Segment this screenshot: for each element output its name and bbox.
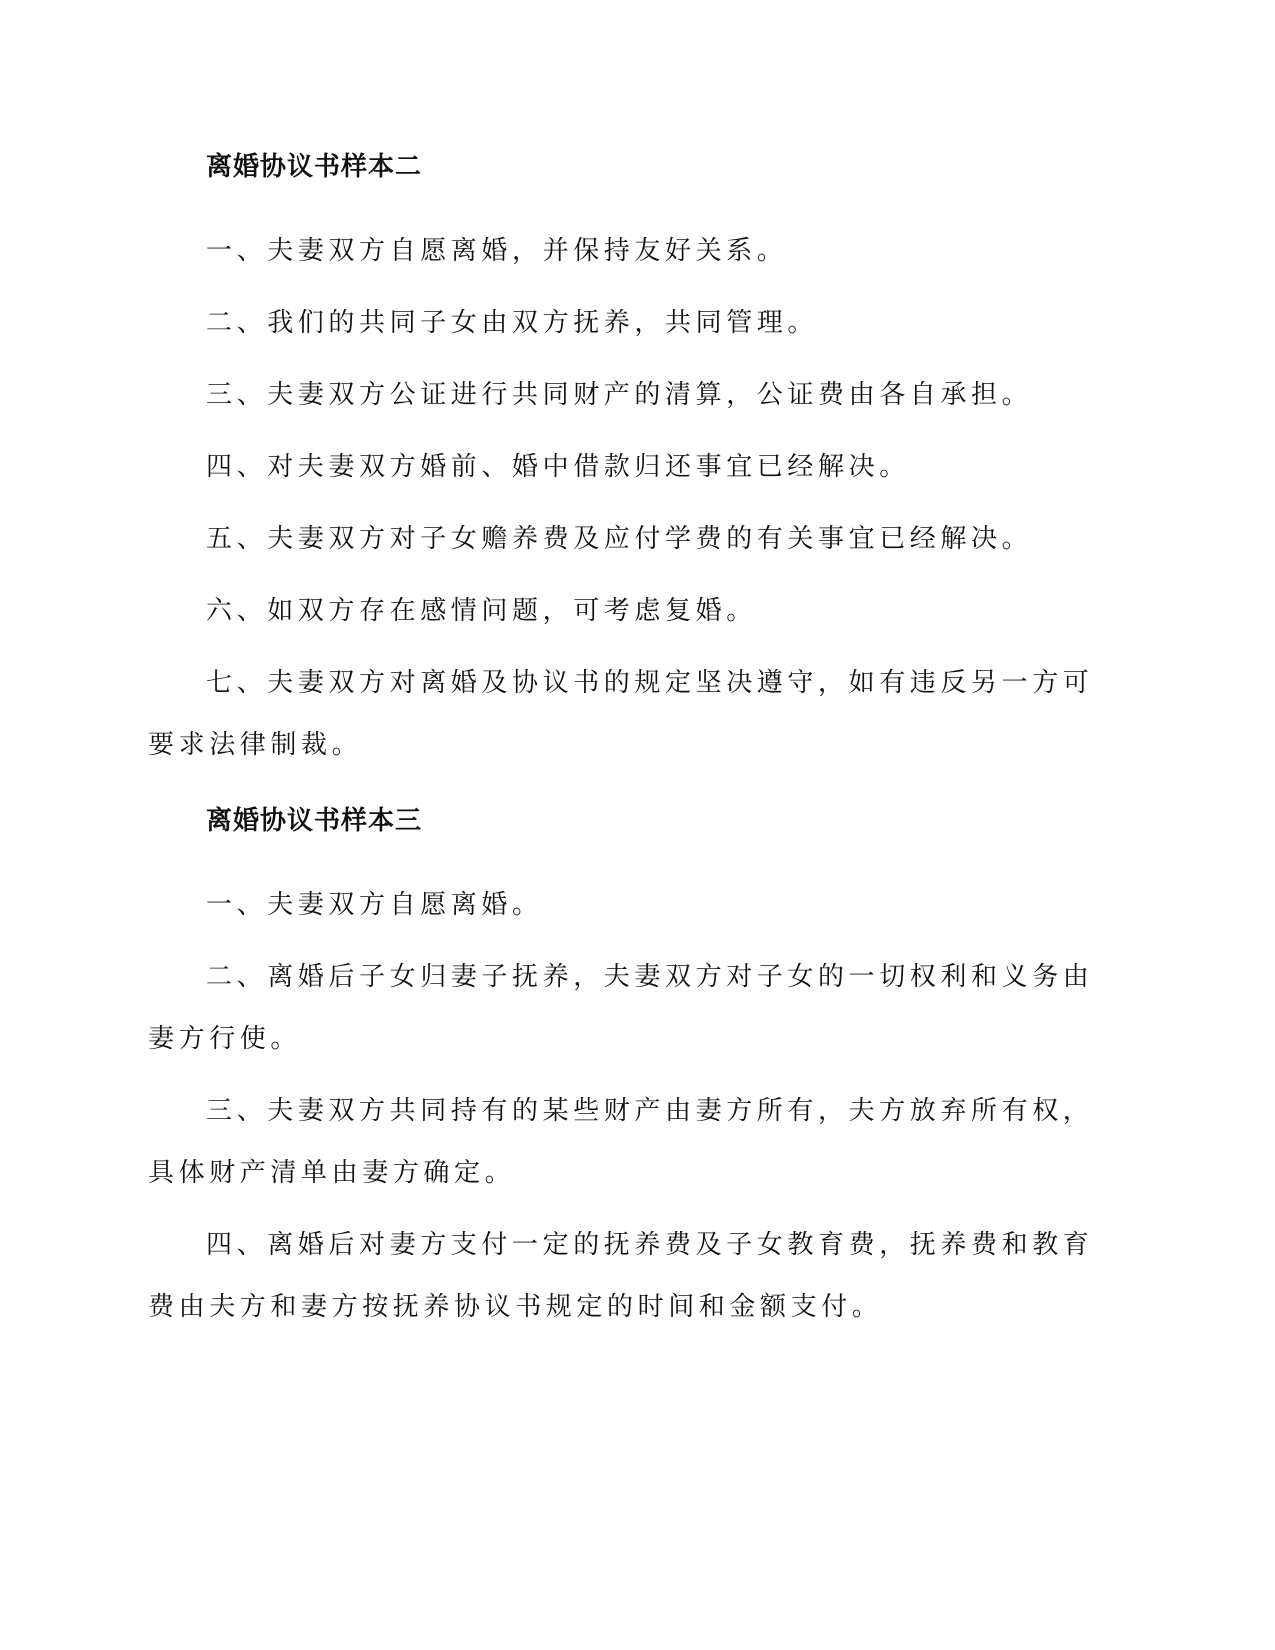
- paragraph: 四、对夫妻双方婚前、婚中借款归还事宜已经解决。: [206, 452, 910, 482]
- section-heading-sample-three: 离婚协议书样本三: [206, 806, 423, 836]
- paragraph: 三、夫妻双方共同持有的某些财产由妻方所有，夫方放弃所有权，具体财产清单由妻方确定。: [148, 1096, 1094, 1188]
- paragraph: 六、如双方存在感情问题，可考虑复婚。: [206, 596, 757, 626]
- paragraph: 四、离婚后对妻方支付一定的抚养费及子女教育费，抚养费和教育费由夫方和妻方按抚养协议书规定的时间和金额支付。: [148, 1230, 1094, 1322]
- paragraph: 一、夫妻双方自愿离婚，并保持友好关系。: [206, 236, 788, 266]
- paragraph: 七、夫妻双方对离婚及协议书的规定坚决遵守，如有违反另一方可要求法律制裁。: [148, 668, 1094, 760]
- paragraph: 三、夫妻双方公证进行共同财产的清算，公证费由各自承担。: [206, 380, 1033, 410]
- section-heading-sample-two: 离婚协议书样本二: [206, 152, 423, 182]
- document-body: [148, 148, 1108, 1338]
- paragraph: 二、我们的共同子女由双方抚养，共同管理。: [206, 308, 819, 338]
- paragraph: 一、夫妻双方自愿离婚。: [206, 890, 543, 920]
- paragraph: 五、夫妻双方对子女赡养费及应付学费的有关事宜已经解决。: [206, 524, 1033, 554]
- paragraph: 二、离婚后子女归妻子抚养，夫妻双方对子女的一切权利和义务由妻方行使。: [148, 962, 1094, 1054]
